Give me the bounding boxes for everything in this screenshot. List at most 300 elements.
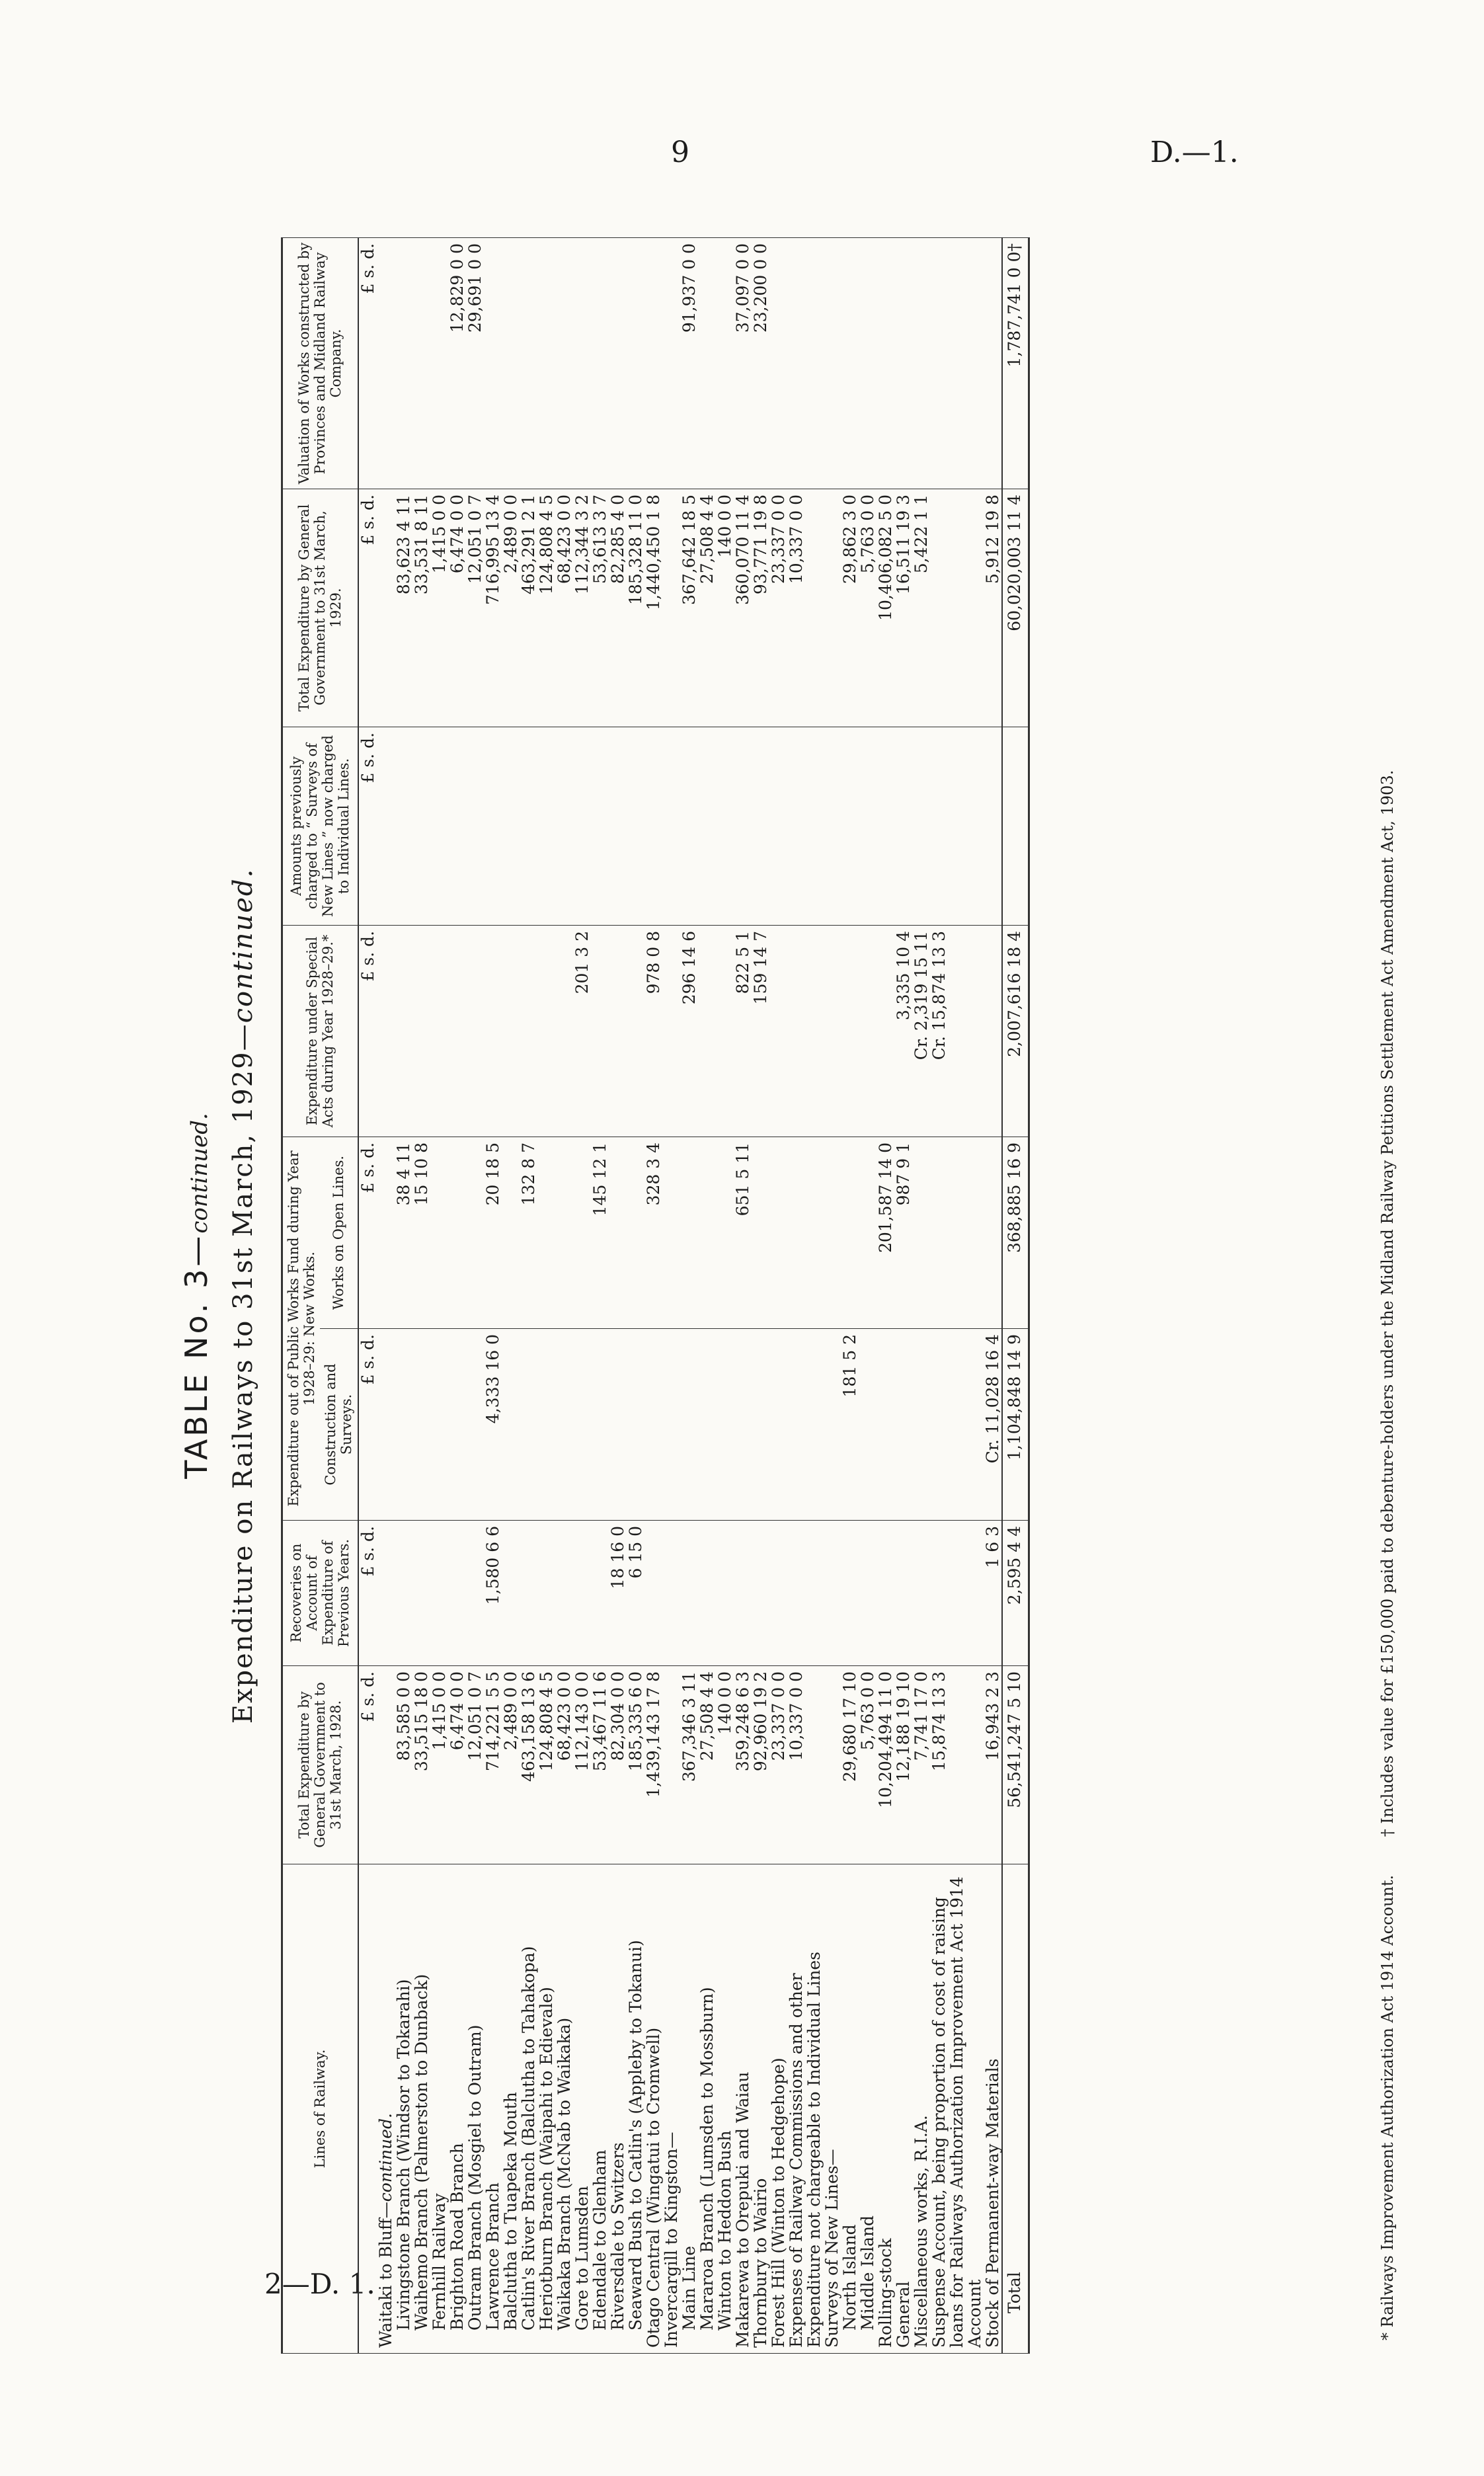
railway-line-label: Seaward Bush to Catlin's (Appleby to Tokanui) [625, 1940, 645, 2331]
recoveries-cell [395, 1521, 412, 1666]
railway-line-label: Makarewa to Orepuki and Waiau [732, 2071, 752, 2348]
construction-cell: Cr. 11,028 16 4 [984, 1329, 1002, 1521]
railway-line-name [395, 1864, 412, 2354]
special-acts-cell [430, 925, 448, 1137]
open-lines-cell [466, 1137, 484, 1328]
table-row [680, 237, 698, 2353]
special-acts-cell [823, 925, 841, 1137]
construction-cell [823, 1329, 841, 1521]
construction-cell [716, 1329, 734, 1521]
table-row [591, 237, 609, 2353]
total-1929-cell: 5,763 0 0 [859, 489, 877, 727]
construction-cell [787, 1329, 823, 1521]
open-lines-cell [716, 1137, 734, 1328]
total-1928-cell [662, 1666, 680, 1864]
table-row [769, 237, 787, 2353]
construction-cell [520, 1329, 537, 1521]
construction-cell [412, 1329, 430, 1521]
table-total [1002, 237, 1029, 2353]
special-acts-cell [466, 925, 484, 1137]
recoveries-cell [823, 1521, 841, 1666]
railway-line-name [752, 1864, 769, 2354]
special-acts-cell: 978 0 8 [644, 925, 662, 1137]
railway-line-label: Waitaki to Bluff— [375, 2202, 395, 2348]
amounts-previously-cell [912, 727, 930, 925]
railway-line-name [555, 1864, 573, 2354]
page-number: 9 [671, 136, 689, 169]
special-acts-cell [859, 925, 877, 1137]
open-lines-cell [573, 1137, 591, 1328]
recoveries-cell [591, 1521, 609, 1666]
amounts-previously-cell [680, 727, 698, 925]
units-cell: £ s. d. [358, 1521, 377, 1666]
railway-line-label: Heriotburn Branch (Waipahi to Edievale) [536, 1987, 556, 2331]
total-1929-cell: 185,328 11 0 [627, 489, 644, 727]
open-lines-cell [841, 1137, 859, 1328]
railway-line-label: Suspense Account, being proportion of cost of raising loans for Railways Authorization Improvement Act 1914 Account [929, 1876, 984, 2348]
railway-line-suffix: continued. [375, 2113, 395, 2202]
construction-cell [769, 1329, 787, 1521]
recoveries-cell: 6 15 0 [627, 1521, 644, 1666]
total-1928-cell: 33,515 18 0 [412, 1666, 430, 1864]
special-acts-cell [377, 925, 395, 1137]
open-lines-cell [930, 1137, 984, 1328]
open-lines-cell [769, 1137, 787, 1328]
open-lines-cell: 20 18 5 [484, 1137, 502, 1328]
open-lines-cell [377, 1137, 395, 1328]
open-lines-cell [448, 1137, 466, 1328]
valuation-cell [627, 237, 644, 489]
railway-line-label: Main Line [679, 2245, 699, 2331]
railway-line-name [841, 1864, 859, 2354]
amounts-previously-cell [787, 727, 823, 925]
amounts-previously-cell [644, 727, 662, 925]
railway-line-label: Riversdale to Switzers [607, 2142, 627, 2331]
total-1929-cell: 124,808 4 5 [537, 489, 555, 727]
table-header [282, 237, 358, 2353]
open-lines-cell [680, 1137, 698, 1328]
special-acts-cell [412, 925, 430, 1137]
table-row [644, 237, 662, 2353]
recoveries-cell [769, 1521, 787, 1666]
valuation-cell [609, 237, 627, 489]
total-1928-cell: 10,204,494 11 0 [877, 1666, 894, 1864]
header-total-1928: Total Expenditure by General Government to 31st March, 1928. [282, 1666, 358, 1864]
total-1928-cell: 185,335 6 0 [627, 1666, 644, 1864]
total-1928-cell: 6,474 0 0 [448, 1666, 466, 1864]
valuation-cell [859, 237, 877, 489]
railway-line-name [823, 1864, 841, 2354]
railway-line-label: Balclutha to Tuapeka Mouth [500, 2092, 520, 2331]
units-row [358, 237, 377, 2353]
total-recoveries: 2,595 4 4 [1002, 1521, 1029, 1666]
recoveries-cell: 1,580 6 6 [484, 1521, 502, 1666]
open-lines-cell: 132 8 7 [520, 1137, 537, 1328]
valuation-cell [841, 237, 859, 489]
recoveries-cell [644, 1521, 662, 1666]
table-row [555, 237, 573, 2353]
table-row [912, 237, 930, 2353]
amounts-previously-cell [662, 727, 680, 925]
table-title-suffix: continued. [186, 1113, 213, 1234]
total-1928-cell: 140 0 0 [716, 1666, 734, 1864]
railway-line-label: Edendale to Glenham [590, 2149, 609, 2331]
header-recoveries: Recoveries on Account of Expenditure of Previous Years. [282, 1521, 358, 1666]
total-1929-cell: 112,344 3 2 [573, 489, 591, 727]
valuation-cell [555, 237, 573, 489]
railway-line-name [787, 1864, 823, 2354]
total-label: Total [1002, 1864, 1029, 2354]
units-cell: £ s. d. [358, 1666, 377, 1864]
railway-line-name [894, 1864, 912, 2354]
total-1929-cell: 68,423 0 0 [555, 489, 573, 727]
valuation-cell [984, 237, 1002, 489]
special-acts-cell: 159 14 7 [752, 925, 769, 1137]
valuation-cell [698, 237, 716, 489]
amounts-previously-cell [573, 727, 591, 925]
railway-line-label: Forest Hill (Winton to Hedgehope) [768, 2057, 788, 2348]
construction-cell [555, 1329, 573, 1521]
total-1928-cell: 1,439,143 17 8 [644, 1666, 662, 1864]
special-acts-cell [698, 925, 716, 1137]
railway-line-label: Stock of Permanent-way Materials [982, 2058, 1002, 2348]
recoveries-cell [662, 1521, 680, 1666]
table-row [698, 237, 716, 2353]
special-acts-cell [984, 925, 1002, 1137]
total-1929-cell: 716,995 13 4 [484, 489, 502, 727]
recoveries-cell: 18 16 0 [609, 1521, 627, 1666]
railway-line-label: General [893, 2281, 913, 2348]
amounts-previously-cell [377, 727, 395, 925]
railway-line-label: Invercargill to Kingston— [661, 2132, 681, 2348]
total-1928-cell: 714,221 5 5 [484, 1666, 502, 1864]
recoveries-cell [877, 1521, 894, 1666]
construction-cell [537, 1329, 555, 1521]
railway-line-name [680, 1864, 698, 2354]
railway-line-label: Expenses of Railway Commissions and other Expenditure not chargeable to Individual Lines [786, 1951, 824, 2348]
recoveries-cell [841, 1521, 859, 1666]
amounts-previously-cell [752, 727, 769, 925]
railway-line-label: Brighton Road Branch [447, 2143, 467, 2331]
table-row [502, 237, 520, 2353]
total-1929-cell: 360,070 11 4 [734, 489, 752, 727]
total-1929-cell: 463,291 2 1 [520, 489, 537, 727]
total-1929-cell: 16,511 19 3 [894, 489, 912, 727]
table-row [627, 237, 644, 2353]
railway-line-name [644, 1864, 662, 2354]
total-1929-cell: 33,531 8 11 [412, 489, 430, 727]
rotated-table-sheet [178, 238, 1421, 2354]
table-title-main: TABLE No. 3— [178, 1233, 214, 1479]
recoveries-cell [573, 1521, 591, 1666]
open-lines-cell: 987 9 1 [894, 1137, 912, 1328]
valuation-cell [823, 237, 841, 489]
total-1929-cell [377, 489, 395, 727]
table-row [734, 237, 752, 2353]
amounts-previously-cell [841, 727, 859, 925]
amounts-previously-cell [859, 727, 877, 925]
valuation-cell [395, 237, 412, 489]
table-subtitle-suffix: continued. [228, 867, 258, 1023]
total-1928-cell: 359,248 6 3 [734, 1666, 752, 1864]
special-acts-cell [484, 925, 502, 1137]
amounts-previously-cell [627, 727, 644, 925]
amounts-previously-cell [537, 727, 555, 925]
construction-cell [912, 1329, 930, 1521]
construction-cell [644, 1329, 662, 1521]
construction-cell [627, 1329, 644, 1521]
units-cell: £ s. d. [358, 727, 377, 925]
total-1928: 56,541,247 5 10 [1002, 1666, 1029, 1864]
header-construction-surveys: Construction and Surveys. [320, 1329, 358, 1521]
header-public-works-fund: Expenditure out of Public Works Fund during Year 1928–29: New Works. [282, 1137, 321, 1520]
amounts-previously-cell [591, 727, 609, 925]
recoveries-cell [412, 1521, 430, 1666]
total-1929-cell: 82,285 4 0 [609, 489, 627, 727]
total-1928-cell: 82,304 0 0 [609, 1666, 627, 1864]
amounts-previously-cell [823, 727, 841, 925]
total-1929-cell: 6,474 0 0 [448, 489, 466, 727]
recoveries-cell [859, 1521, 877, 1666]
total-1928-cell: 16,943 2 3 [984, 1666, 1002, 1864]
recoveries-cell [680, 1521, 698, 1666]
construction-cell [609, 1329, 627, 1521]
railway-line-name [930, 1864, 984, 2354]
table-row [662, 237, 680, 2353]
open-lines-cell: 38 4 11 [395, 1137, 412, 1328]
total-1929-cell: 10,337 0 0 [787, 489, 823, 727]
railway-line-name [484, 1864, 502, 2354]
table-row [823, 237, 841, 2353]
total-open-lines: 368,885 16 9 [1002, 1137, 1029, 1328]
table-row [377, 237, 395, 2353]
open-lines-cell [787, 1137, 823, 1328]
total-1928-cell: 463,158 13 6 [520, 1666, 537, 1864]
valuation-cell [716, 237, 734, 489]
sheet-code: 2—D. 1. [264, 2268, 375, 2300]
railway-line-name [466, 1864, 484, 2354]
total-1928-cell [377, 1666, 395, 1864]
total-1929-cell: 53,613 3 7 [591, 489, 609, 727]
construction-cell [395, 1329, 412, 1521]
special-acts-cell: 201 3 2 [573, 925, 591, 1137]
total-1929-cell [823, 489, 841, 727]
amounts-previously-cell [484, 727, 502, 925]
total-1929-cell: 83,623 4 11 [395, 489, 412, 727]
amounts-previously-cell [877, 727, 894, 925]
construction-cell: 4,333 16 0 [484, 1329, 502, 1521]
table-body [358, 237, 1002, 2353]
total-1929-cell: 5,422 1 1 [912, 489, 930, 727]
total-1928-cell: 12,051 0 7 [466, 1666, 484, 1864]
open-lines-cell: 145 12 1 [591, 1137, 609, 1328]
special-acts-cell [502, 925, 520, 1137]
amounts-previously-cell [395, 727, 412, 925]
total-1929-cell: 10,406,082 5 0 [877, 489, 894, 727]
total-valuation: 1,787,741 0 0† [1002, 237, 1029, 489]
open-lines-cell [502, 1137, 520, 1328]
total-1929-cell: 1,440,450 1 8 [644, 489, 662, 727]
construction-cell [734, 1329, 752, 1521]
total-1929-cell: 140 0 0 [716, 489, 734, 727]
amounts-previously-cell [609, 727, 627, 925]
railway-line-name [984, 1864, 1002, 2354]
total-1928-cell: 27,508 4 4 [698, 1666, 716, 1864]
railway-line-name [734, 1864, 752, 2354]
recoveries-cell [537, 1521, 555, 1666]
total-1929-cell: 27,508 4 4 [698, 489, 716, 727]
amounts-previously-cell [430, 727, 448, 925]
amounts-previously-cell [716, 727, 734, 925]
units-cell: £ s. d. [358, 1137, 377, 1328]
railway-line-label: Mararoa Branch (Lumsden to Mossburn) [697, 1987, 717, 2331]
total-1929-cell: 23,337 0 0 [769, 489, 787, 727]
recoveries-cell [448, 1521, 466, 1666]
table-row [859, 237, 877, 2353]
open-lines-cell [984, 1137, 1002, 1328]
open-lines-cell: 328 3 4 [644, 1137, 662, 1328]
recoveries-cell [502, 1521, 520, 1666]
railway-line-label: Lawrence Branch [483, 2182, 502, 2331]
total-1929-cell: 1,415 0 0 [430, 489, 448, 727]
table-row [716, 237, 734, 2353]
table-row [430, 237, 448, 2353]
valuation-cell [644, 237, 662, 489]
construction-cell [698, 1329, 716, 1521]
railway-line-name [448, 1864, 466, 2354]
special-acts-cell: Cr. 2,319 15 11 [912, 925, 930, 1137]
railway-line-label: Surveys of New Lines— [822, 2149, 841, 2348]
table-row [395, 237, 412, 2353]
total-1929-cell [662, 489, 680, 727]
recoveries-cell [698, 1521, 716, 1666]
table-subtitle [228, 238, 258, 2354]
railway-line-name [769, 1864, 787, 2354]
special-acts-cell [716, 925, 734, 1137]
special-acts-cell [520, 925, 537, 1137]
amounts-previously-cell [466, 727, 484, 925]
railway-line-label: Waihemo Branch (Palmerston to Dunback) [411, 1974, 431, 2331]
special-acts-cell: Cr. 15,874 13 3 [930, 925, 984, 1137]
table-row [537, 237, 555, 2353]
railway-line-name [877, 1864, 894, 2354]
special-acts-cell [537, 925, 555, 1137]
special-acts-cell [769, 925, 787, 1137]
total-1929-cell: 12,051 0 7 [466, 489, 484, 727]
construction-cell [859, 1329, 877, 1521]
construction-cell [377, 1329, 395, 1521]
table-row [752, 237, 769, 2353]
construction-cell [894, 1329, 912, 1521]
special-acts-cell [591, 925, 609, 1137]
construction-cell [930, 1329, 984, 1521]
open-lines-cell [752, 1137, 769, 1328]
recoveries-cell [716, 1521, 734, 1666]
railway-line-name [698, 1864, 716, 2354]
total-1928-cell [823, 1666, 841, 1864]
amounts-previously-cell [412, 727, 430, 925]
table-row [520, 237, 537, 2353]
special-acts-cell: 3,335 10 4 [894, 925, 912, 1137]
valuation-cell [894, 237, 912, 489]
construction-cell [502, 1329, 520, 1521]
amounts-previously-cell [769, 727, 787, 925]
open-lines-cell: 15 10 8 [412, 1137, 430, 1328]
open-lines-cell [555, 1137, 573, 1328]
special-acts-cell: 296 14 6 [680, 925, 698, 1137]
special-acts-cell [395, 925, 412, 1137]
amounts-previously-cell [555, 727, 573, 925]
footnotes [1378, 770, 1397, 2340]
units-cell: £ s. d. [358, 489, 377, 727]
units-cell: £ s. d. [358, 237, 377, 489]
table-subtitle-main: Expenditure on Railways to 31st March, 1929— [228, 1023, 258, 1724]
open-lines-cell [537, 1137, 555, 1328]
total-1928-cell: 12,188 19 10 [894, 1666, 912, 1864]
total-1929-cell: 93,771 19 8 [752, 489, 769, 727]
construction-cell [430, 1329, 448, 1521]
railway-line-label: Fernhill Railway [429, 2193, 449, 2331]
total-1929-cell: 367,642 18 5 [680, 489, 698, 727]
valuation-cell [877, 237, 894, 489]
recoveries-cell [520, 1521, 537, 1666]
total-1928-cell: 83,585 0 0 [395, 1666, 412, 1864]
railway-line-label: Outram Branch (Mosgiel to Outram) [465, 2024, 485, 2331]
special-acts-cell [841, 925, 859, 1137]
railway-line-name [377, 1864, 395, 2354]
railway-line-name [912, 1864, 930, 2354]
construction-cell: 181 5 2 [841, 1329, 859, 1521]
amounts-previously-cell [520, 727, 537, 925]
special-acts-cell [448, 925, 466, 1137]
header-amounts-previously-charged: Amounts previously charged to “ Surveys of New Lines ” now charged to Individual Lines. [282, 727, 358, 925]
construction-cell [448, 1329, 466, 1521]
recoveries-cell [787, 1521, 823, 1666]
valuation-cell: 91,937 0 0 [680, 237, 698, 489]
total-construction: 1,104,848 14 9 [1002, 1329, 1029, 1521]
railway-line-label: Winton to Heddon Bush [715, 2130, 734, 2331]
special-acts-cell [662, 925, 680, 1137]
units-cell-blank [358, 1864, 377, 2354]
open-lines-cell [430, 1137, 448, 1328]
construction-cell [680, 1329, 698, 1521]
open-lines-cell: 201,587 14 0 [877, 1137, 894, 1328]
railway-line-label: Thornbury to Wairio [750, 2178, 770, 2348]
railway-line-label: Rolling-stock [875, 2238, 895, 2348]
footnote-star: * Railways Improvement Authorization Act 1914 Account. [1378, 1874, 1397, 2340]
table-row [609, 237, 627, 2353]
footnote-dagger: † Includes value for £150,000 paid to debenture-holders under the Midland Railway Petitions Settlement Act Amendment Act, 1903. [1378, 770, 1397, 1837]
total-1928-cell: 7,741 17 0 [912, 1666, 930, 1864]
table-row [484, 237, 502, 2353]
total-1929-cell: 5,912 19 8 [984, 489, 1002, 727]
railway-line-label: Waikaka Branch (McNab to Waikaka) [554, 2017, 574, 2331]
recoveries-cell [466, 1521, 484, 1666]
amounts-previously-cell [698, 727, 716, 925]
total-1928-cell: 53,467 11 6 [591, 1666, 609, 1864]
open-lines-cell [823, 1137, 841, 1328]
valuation-cell [430, 237, 448, 489]
construction-cell [591, 1329, 609, 1521]
railway-line-name [859, 1864, 877, 2354]
valuation-cell [591, 237, 609, 489]
valuation-cell [484, 237, 502, 489]
railway-line-name [609, 1864, 627, 2354]
railway-line-name [537, 1864, 555, 2354]
amounts-previously-cell [930, 727, 984, 925]
valuation-cell [502, 237, 520, 489]
open-lines-cell [662, 1137, 680, 1328]
